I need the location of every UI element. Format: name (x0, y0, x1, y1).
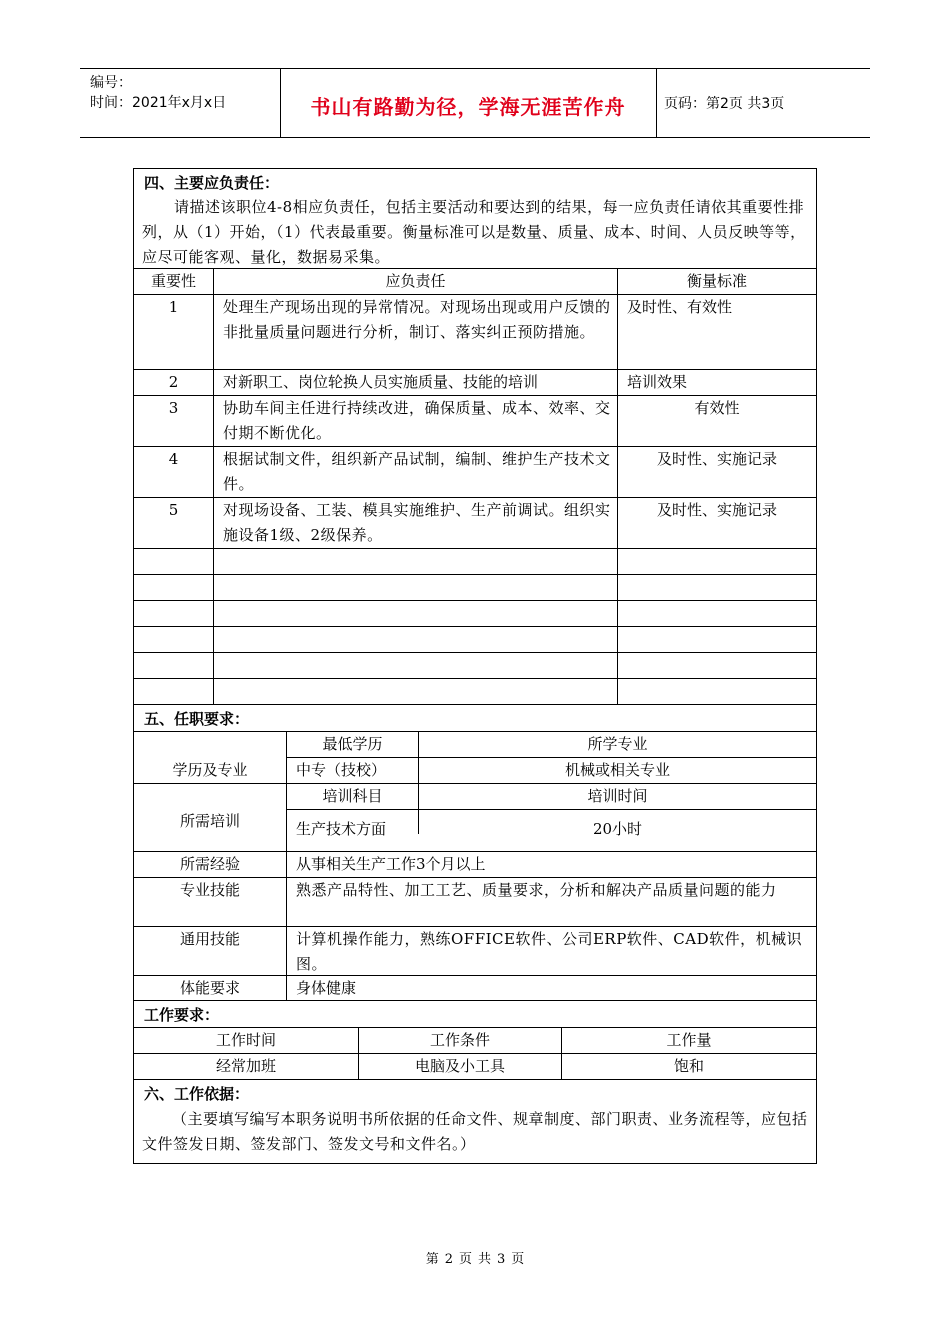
row-rank: 3 (168, 399, 179, 417)
footer-gong: 共 (478, 1252, 492, 1267)
workload-value: 饱和 (673, 1057, 704, 1075)
doc-time-label: 时间：2021年x月x日 (90, 95, 227, 111)
min-education-header: 最低学历 (322, 735, 383, 753)
work-condition-value: 电脑及小工具 (414, 1057, 505, 1075)
row-divider (134, 652, 816, 653)
min-education-value: 中专（技校） (296, 761, 387, 779)
physical-label: 体能要求 (179, 979, 240, 997)
row-measure: 及时性、实施记录 (656, 501, 777, 519)
row-duty: 根据试制文件，组织新产品试制，编制、维护生产技术文件。 (223, 450, 611, 493)
training-subject-header: 培训科目 (322, 787, 383, 805)
section6-text: （主要填写编写本职务说明书所依据的任命文件、规章制度、部门职责、业务流程等，应包括文件签发日期、签发部门、签发文号和文件名。） (142, 1110, 808, 1153)
row-divider (134, 704, 816, 705)
col-header-measure: 衡量标准 (686, 272, 747, 290)
experience-label: 所需经验 (179, 855, 240, 873)
col-divider (617, 268, 618, 704)
col-header-duty: 应负责任 (385, 272, 446, 290)
work-time-header: 工作时间 (215, 1031, 276, 1049)
physical-value: 身体健康 (296, 979, 357, 997)
row-divider (134, 574, 816, 575)
header-divider (656, 69, 657, 137)
col-divider (286, 731, 287, 1000)
pro-skill-value: 熟悉产品特性、加工工艺、质量要求，分析和解决产品质量问题的能力 (296, 881, 777, 899)
row-rank: 5 (168, 501, 179, 519)
row-measure: 培训效果 (627, 373, 688, 391)
footer-ye: 页 (458, 1252, 472, 1267)
page-header (80, 68, 870, 138)
footer-ye2: 页 (511, 1252, 525, 1267)
col-divider (213, 268, 214, 704)
row-measure: 及时性、有效性 (627, 298, 733, 316)
row-divider (134, 600, 816, 601)
header-meta (90, 73, 226, 113)
row-duty: 对现场设备、工装、模具实施维护、生产前调试。组织实施设备1级、2级保养。 (223, 501, 611, 544)
major-value: 机械或相关专业 (564, 761, 670, 779)
work-title: 工作要求： (144, 1006, 220, 1024)
page-footer (0, 1248, 950, 1267)
section6-title: 六、工作依据： (144, 1085, 250, 1103)
row-rank: 2 (168, 373, 179, 391)
general-skill-value: 计算机操作能力，熟练OFFICE软件、公司ERP软件、CAD软件，机械识图。 (296, 930, 803, 973)
footer-page-number: 2 (444, 1252, 453, 1267)
row-duty: 对新职工、岗位轮换人员实施质量、技能的培训 (223, 373, 539, 391)
doc-number-label: 编号： (90, 75, 132, 91)
row-measure: 有效性 (694, 399, 740, 417)
work-time-value: 经常加班 (215, 1057, 276, 1075)
major-header: 所学专业 (587, 735, 648, 753)
row-divider (134, 1079, 816, 1080)
row-divider (134, 626, 816, 627)
row-rank: 4 (168, 450, 179, 468)
section4-title: 四、主要应负责任： (144, 174, 280, 192)
training-time-header: 培训时间 (587, 787, 648, 805)
section5-title: 五、任职要求： (144, 710, 250, 728)
row-measure: 及时性、实施记录 (656, 450, 777, 468)
row-rank: 1 (168, 298, 179, 316)
experience-value: 从事相关生产工作3个月以上 (296, 855, 486, 873)
header-page-code: 页码：第2页 共3页 (664, 96, 785, 112)
header-motto: 书山有路勤为径，学海无涯苦作舟 (310, 95, 626, 119)
work-condition-header: 工作条件 (429, 1031, 490, 1049)
footer-di: 第 (425, 1252, 439, 1267)
row-divider (134, 548, 816, 549)
row-duty: 协助车间主任进行持续改进，确保质量、成本、效率、交付期不断优化。 (223, 399, 611, 442)
training-label: 所需培训 (179, 812, 240, 830)
education-label: 学历及专业 (172, 761, 248, 779)
col-header-rank: 重要性 (150, 272, 196, 290)
general-skill-label: 通用技能 (179, 930, 240, 948)
row-duty: 处理生产现场出现的异常情况。对现场出现或用户反馈的非批量质量问题进行分析，制订、落实纠正预防措施。 (223, 298, 611, 341)
training-time-value: 20小时 (592, 820, 643, 838)
row-divider (286, 809, 816, 810)
training-subject-value: 生产技术方面 (296, 820, 387, 838)
job-description-form (133, 168, 817, 1164)
pro-skill-label: 专业技能 (179, 881, 240, 899)
section4-instruction: 请描述该职位4-8相应负责任，包括主要活动和要达到的结果，每一应负责任请依其重要性排列，从（1）开始，（1）代表最重要。衡量标准可以是数量、质量、成本、时间、人员反映等等，应尽可能客观、量化，数据易采集。 (142, 198, 806, 266)
workload-header: 工作量 (666, 1031, 712, 1049)
footer-total-pages: 3 (497, 1252, 506, 1267)
row-divider (134, 678, 816, 679)
